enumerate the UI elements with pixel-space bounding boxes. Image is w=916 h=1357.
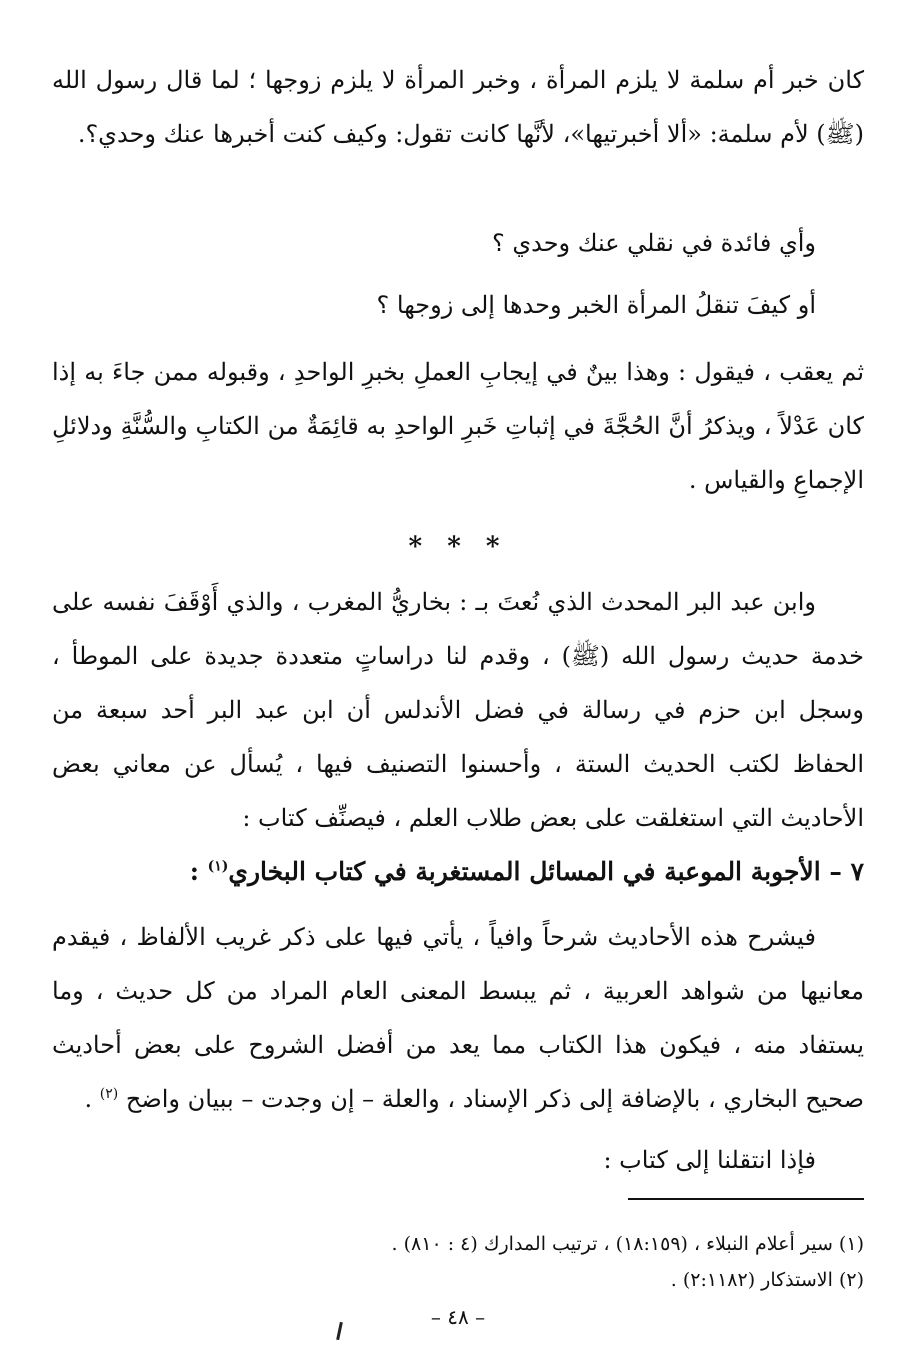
question-line-1: وأي فائدة في نقلي عنك وحدي ؟: [491, 229, 816, 257]
book-heading-text: ٧ – الأجوبة الموعبة في المسائل المستغربة في كتاب البخاري: [228, 857, 864, 886]
paragraph-ibn-abd-al-barr: وابن عبد البر المحدث الذي نُعتَ بـ : بخاريُّ المغرب ، والذي أَوْقَفَ نفسه على خدمة حديث رسول الله (ﷺ) ، وقدم لنا دراساتٍ متعددة جديدة على الموطأ ، وسجل ابن حزم في رسالة في فضل الأندلس أن ابن عبد البر أحد سبعة من الحفاظ لكتب الحديث الستة ، وأحسنوا التصنيف فيها ، يُسأل عن معاني بعض الأحاديث التي استغلقت على بعض طلاب العلم ، فيصنِّف كتاب :: [52, 588, 864, 832]
paragraph-book-description: [52, 910, 864, 1126]
footnote-ref-2: (٢): [99, 1086, 119, 1102]
footnote-ref-1: (١): [207, 858, 229, 875]
book-heading: [52, 846, 864, 898]
footnote-1: (١) سير أعلام النبلاء ، (١٨:١٥٩) ، ترتيب المدارك (٤ : ٨١٠) .: [391, 1233, 864, 1255]
paragraph-book-description-end: .: [84, 1085, 100, 1113]
book-heading-suffix: :: [189, 857, 208, 886]
page-number: – ٤٨ –: [430, 1305, 486, 1329]
question-line-2: أو كيفَ تنقلُ المرأة الخبر وحدها إلى زوجها ؟: [376, 291, 816, 319]
section-separator: * * *: [408, 532, 508, 562]
footnote-2: (٢) الاستذكار (٢:١١٨٢) .: [670, 1269, 864, 1291]
footnote-divider: [628, 1198, 864, 1200]
paragraph-khabar-wahid: ثم يعقب ، فيقول : وهذا بينٌ في إيجابِ العملِ بخبرِ الواحدِ ، وقبوله ممن جاءَ به إذا كان عَدْلاً ، ويذكرُ أنَّ الحُجَّةَ في إثباتِ خَبرِ الواحدِ به قائِمَةٌ من الكتابِ والسُّنَّةِ ودلائلِ الإجماعِ والقياس .: [52, 358, 864, 494]
paragraph-umm-salama: كان خبر أم سلمة لا يلزم المرأة ، وخبر المرأة لا يلزم زوجها ؛ لما قال رسول الله (ﷺ) لأم سلمة: «ألا أخبرتيها»، لأنَّها كانت تقول: وكيف كنت أخبرها عنك وحدي؟.: [52, 66, 864, 148]
paragraph-transition: فإذا انتقلنا إلى كتاب :: [603, 1146, 816, 1174]
paragraph-book-description-text: فيشرح هذه الأحاديث شرحاً وافياً ، يأتي فيها على ذكر غريب الألفاظ ، فيقدم معانيها من شواهد العربية ، ثم يبسط المعنى العام المراد من كل حديث ، وما يستفاد منه ، فيكون هذا الكتاب مما يعد من أفضل الشروح على بعض أحاديث صحيح البخاري ، بالإضافة إلى ذكر الإسناد ، والعلة – إن وجدت – ببيان واضح: [52, 923, 864, 1113]
